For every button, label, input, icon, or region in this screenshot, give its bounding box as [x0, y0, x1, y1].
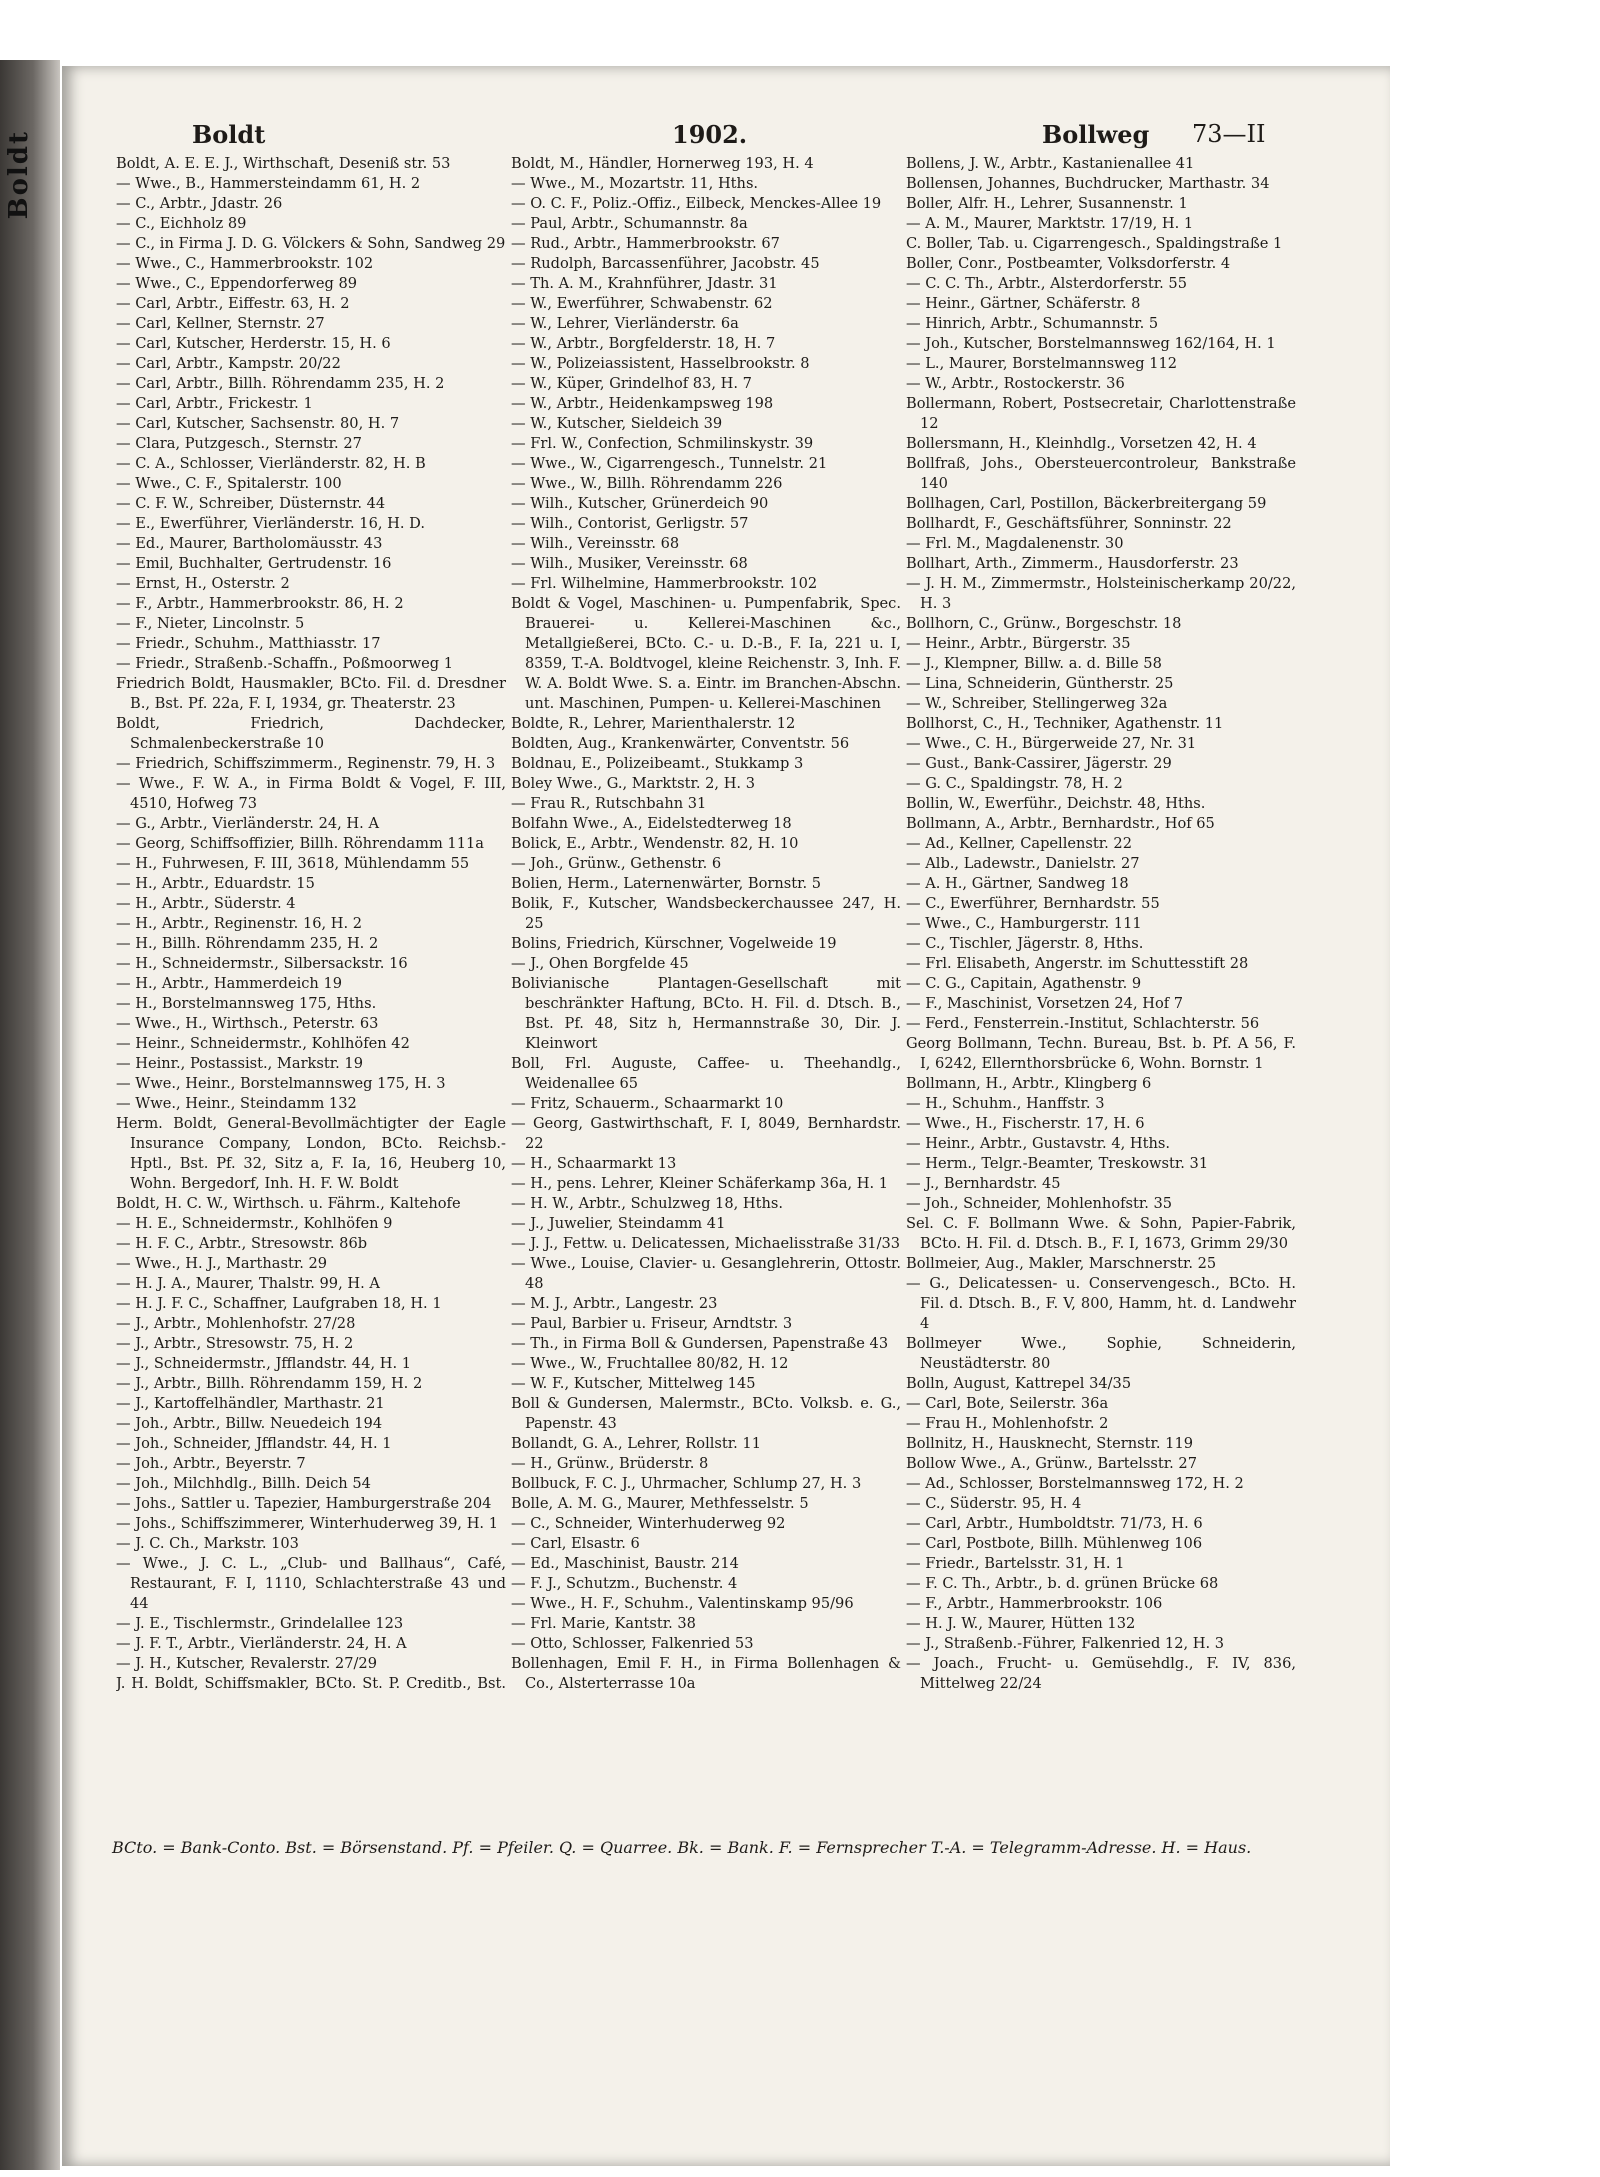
directory-entry: Boller, Conr., Postbeamter, Volksdorferstr. 4 [906, 255, 1231, 272]
directory-entry: Bollandt, G. A., Lehrer, Rollstr. 11 [511, 1435, 761, 1452]
directory-entry: Boller, Alfr. H., Lehrer, Susannenstr. 1 [906, 195, 1188, 212]
directory-entry: Bolien, Herm., Laternenwärter, Bornstr. 5 [511, 875, 822, 892]
directory-entry: Bollin, W., Ewerführ., Deichstr. 48, Hths. [906, 795, 1206, 812]
directory-entry: — Joh., Schneider, Mohlenhofstr. 35 [906, 1195, 1173, 1212]
directory-entry: — Wwe., Heinr., Steindamm 132 [116, 1095, 357, 1112]
directory-entry: — Carl, Postbote, Billh. Mühlenweg 106 [906, 1535, 1203, 1552]
directory-entry: — Joh., Arbtr., Beyerstr. 7 [116, 1455, 306, 1472]
directory-entry: J. H. Boldt, Schiffsmakler, BCto. St. P. Creditb., Bst. [116, 1675, 506, 1692]
directory-entry: Bollmeyer Wwe., Sophie, Schneiderin, Neustädterstr. 80 [906, 1335, 1296, 1372]
directory-entry: — F., Nieter, Lincolnstr. 5 [116, 615, 305, 632]
directory-entry: Bollhagen, Carl, Postillon, Bäckerbreitergang 59 [906, 495, 1267, 512]
directory-entry: — G., Delicatessen- u. Conservengesch., BCto. H. Fil. d. Dtsch. B., F. V, 800, Hamm, ht. d. Landwehr 4 [906, 1275, 1296, 1332]
directory-entry: Bolln, August, Kattrepel 34/35 [906, 1375, 1132, 1392]
directory-entry: — Rud., Arbtr., Hammerbrookstr. 67 [511, 235, 780, 252]
directory-entry: — Wwe., W., Fruchtallee 80/82, H. 12 [511, 1355, 789, 1372]
directory-entry: — Wwe., W., Billh. Röhrendamm 226 [511, 475, 783, 492]
directory-entry: — C., Ewerführer, Bernhardstr. 55 [906, 895, 1160, 912]
abbreviation-legend: BCto. = Bank-Conto. Bst. = Börsenstand. Pf. = Pfeiler. Q. = Quarree. Bk. = Bank. F. = Fernsprecher T.-A. = Telegramm-Adresse. H. = Haus. [112, 1838, 1252, 1857]
directory-entry: Boldt, A. E. E. J., Wirthschaft, Deseniß str. 53 [116, 155, 451, 172]
directory-entry: — H., Schuhm., Hanffstr. 3 [906, 1095, 1105, 1112]
directory-entry: — Ernst, H., Osterstr. 2 [116, 575, 290, 592]
directory-entry: — Clara, Putzgesch., Sternstr. 27 [116, 435, 362, 452]
directory-entry: — J., Juwelier, Steindamm 41 [511, 1215, 726, 1232]
directory-entry: Bolins, Friedrich, Kürschner, Vogelweide 19 [511, 935, 837, 952]
directory-entry: — Wwe., J. C. L., „Club- und Ballhaus“, Café, Restaurant, F. I, 1110, Schlachterstraße 43 und 44 [116, 1555, 506, 1612]
directory-entry: — H. W., Arbtr., Schulzweg 18, Hths. [511, 1195, 784, 1212]
spine-label: Boldt [4, 130, 34, 220]
directory-entry: — C., Eichholz 89 [116, 215, 247, 232]
directory-entry: — J., Ohen Borgfelde 45 [511, 955, 689, 972]
directory-entry: — Wwe., C., Hammerbrookstr. 102 [116, 255, 374, 272]
directory-entry: — H. J. A., Maurer, Thalstr. 99, H. A [116, 1275, 380, 1292]
header-left-keyword: Boldt [192, 120, 266, 149]
directory-entry: — J. C. Ch., Markstr. 103 [116, 1535, 299, 1552]
directory-entry: — J. J., Fettw. u. Delicatessen, Michaelisstraße 31/33 [511, 1235, 901, 1252]
directory-entry: — A. H., Gärtner, Sandweg 18 [906, 875, 1129, 892]
directory-entry: — Carl, Kutscher, Sachsenstr. 80, H. 7 [116, 415, 400, 432]
directory-entry: — Johs., Sattler u. Tapezier, Hamburgerstraße 204 [116, 1495, 492, 1512]
directory-entry: — H., Arbtr., Reginenstr. 16, H. 2 [116, 915, 363, 932]
directory-entry: — Johs., Schiffszimmerer, Winterhuderweg 39, H. 1 [116, 1515, 498, 1532]
directory-entry: — Wwe., W., Cigarrengesch., Tunnelstr. 21 [511, 455, 828, 472]
directory-entry: — W., Arbtr., Rostockerstr. 36 [906, 375, 1125, 392]
directory-entry: — Carl, Arbtr., Humboldtstr. 71/73, H. 6 [906, 1515, 1203, 1532]
directory-entry: — Joh., Schneider, Jfflandstr. 44, H. 1 [116, 1435, 392, 1452]
directory-entry: — J., Schneidermstr., Jfflandstr. 44, H. 1 [116, 1355, 412, 1372]
directory-entry: Bolle, A. M. G., Maurer, Methfesselstr. 5 [511, 1495, 809, 1512]
directory-entry: — Carl, Arbtr., Eiffestr. 63, H. 2 [116, 295, 350, 312]
directory-entry: — H. E., Schneidermstr., Kohlhöfen 9 [116, 1215, 393, 1232]
directory-entry: Bollersmann, H., Kleinhdlg., Vorsetzen 42, H. 4 [906, 435, 1257, 452]
directory-entry: Bollhardt, F., Geschäftsführer, Sonninstr. 22 [906, 515, 1232, 532]
directory-entry: Bollhorn, C., Grünw., Borgeschstr. 18 [906, 615, 1182, 632]
directory-entry: — W., Polizeiassistent, Hasselbrookstr. 8 [511, 355, 810, 372]
directory-entry: — H., Grünw., Brüderstr. 8 [511, 1455, 709, 1472]
directory-entry: — Carl, Arbtr., Billh. Röhrendamm 235, H. 2 [116, 375, 445, 392]
directory-entry: — J., Straßenb.-Führer, Falkenried 12, H. 3 [906, 1635, 1225, 1652]
directory-entry: — Carl, Arbtr., Frickestr. 1 [116, 395, 313, 412]
directory-entry: — H., Arbtr., Hammerdeich 19 [116, 975, 343, 992]
directory-entry: Boldt, H. C. W., Wirthsch. u. Fährm., Kaltehofe [116, 1195, 461, 1212]
directory-entry: — J. H., Kutscher, Revalerstr. 27/29 [116, 1655, 377, 1672]
directory-entry: — F., Maschinist, Vorsetzen 24, Hof 7 [906, 995, 1184, 1012]
directory-entry: — Wwe., C. F., Spitalerstr. 100 [116, 475, 342, 492]
directory-entry: — J. F. T., Arbtr., Vierländerstr. 24, H. A [116, 1635, 407, 1652]
directory-entry: Boll, Frl. Auguste, Caffee- u. Theehandlg., Weidenallee 65 [511, 1055, 901, 1092]
directory-entry: — Heinr., Schneidermstr., Kohlhöfen 42 [116, 1035, 410, 1052]
directory-entry: — Carl, Bote, Seilerstr. 36a [906, 1395, 1109, 1412]
header-page-number: 73—II [1192, 120, 1266, 148]
directory-entry: Georg Bollmann, Techn. Bureau, Bst. b. Pf. A 56, F. I, 6242, Ellernthorsbrücke 6, Wohn. Bornstr. 1 [906, 1035, 1296, 1072]
directory-entry: — Lina, Schneiderin, Güntherstr. 25 [906, 675, 1174, 692]
directory-entry: Sel. C. F. Bollmann Wwe. & Sohn, Papier-Fabrik, BCto. H. Fil. d. Dtsch. B., F. I, 1673, Grimm 29/30 [906, 1215, 1296, 1252]
directory-entry: — H., Arbtr., Süderstr. 4 [116, 895, 296, 912]
header-year: 1902. [672, 120, 748, 149]
directory-entry: — Joh., Milchhdlg., Billh. Deich 54 [116, 1475, 371, 1492]
directory-entry: — Wilh., Musiker, Vereinsstr. 68 [511, 555, 748, 572]
directory-entry: — Frau H., Mohlenhofstr. 2 [906, 1415, 1109, 1432]
directory-entry: — Joh., Kutscher, Borstelmannsweg 162/164, H. 1 [906, 335, 1276, 352]
directory-entry: — Carl, Elsastr. 6 [511, 1535, 640, 1552]
directory-entry: — H., Schneidermstr., Silbersackstr. 16 [116, 955, 408, 972]
directory-entry: Bollbuck, F. C. J., Uhrmacher, Schlump 27, H. 3 [511, 1475, 862, 1492]
directory-entry: — H., Schaarmarkt 13 [511, 1155, 677, 1172]
directory-entry: — Carl, Kutscher, Herderstr. 15, H. 6 [116, 335, 391, 352]
directory-entry: — Friedr., Straßenb.-Schaffn., Poßmoorweg 1 [116, 655, 454, 672]
directory-entry: — Frau R., Rutschbahn 31 [511, 795, 707, 812]
directory-entry: Boldten, Aug., Krankenwärter, Conventstr. 56 [511, 735, 850, 752]
directory-entry: Bolik, F., Kutscher, Wandsbeckerchaussee 247, H. 25 [511, 895, 901, 932]
directory-entry: — H., Borstelmannsweg 175, Hths. [116, 995, 377, 1012]
directory-entry: Boldnau, E., Polizeibeamt., Stukkamp 3 [511, 755, 804, 772]
directory-entry: — E., Ewerführer, Vierländerstr. 16, H. D. [116, 515, 425, 532]
directory-entry: — Heinr., Arbtr., Gustavstr. 4, Hths. [906, 1135, 1171, 1152]
directory-entry: Bollenhagen, Emil F. H., in Firma Bollenhagen & Co., Alsterterrasse 10a [511, 1655, 901, 1692]
directory-entry: — J., Arbtr., Billh. Röhrendamm 159, H. 2 [116, 1375, 423, 1392]
directory-entry: — J. H. M., Zimmermstr., Holsteinischerkamp 20/22, H. 3 [906, 575, 1296, 612]
directory-entry: — H., Billh. Röhrendamm 235, H. 2 [116, 935, 379, 952]
directory-entry: — C. C. Th., Arbtr., Alsterdorferstr. 55 [906, 275, 1188, 292]
directory-entry: Herm. Boldt, General-Bevollmächtigter der Eagle Insurance Company, London, BCto. Reichsb.-Hptl., Bst. Pf. 32, Sitz a, F. Ia, 16, Heuberg 10, Wohn. Bergedorf, Inh. H. F. W. Boldt [116, 1115, 506, 1192]
directory-entry: Bolfahn Wwe., A., Eidelstedterweg 18 [511, 815, 792, 832]
directory-entry: — H., Fuhrwesen, F. III, 3618, Mühlendamm 55 [116, 855, 470, 872]
directory-entry: Bollens, J. W., Arbtr., Kastanienallee 41 [906, 155, 1195, 172]
directory-entry: — W., Schreiber, Stellingerweg 32a [906, 695, 1168, 712]
directory-entry: — Heinr., Postassist., Markstr. 19 [116, 1055, 363, 1072]
directory-entry: Boldt & Vogel, Maschinen- u. Pumpenfabrik, Spec. Brauerei- u. Kellerei-Maschinen &c., Metallgießerei, BCto. C.- u. D.-B., F. Ia, 221 u. I, 8359, T.-A. Boldtvogel, kleine Reichenstr. 3, Inh. F. W. A. Boldt Wwe. S. a. Eintr. im Branchen-Abschn. unt. Maschinen, Pumpen- u. Kellerei-Maschinen [511, 595, 901, 712]
directory-entry: — Wilh., Contorist, Gerligstr. 57 [511, 515, 749, 532]
directory-entry: — Frl. Elisabeth, Angerstr. im Schuttesstift 28 [906, 955, 1249, 972]
directory-entry: — W., Ewerführer, Schwabenstr. 62 [511, 295, 773, 312]
directory-entry: — W., Arbtr., Heidenkampsweg 198 [511, 395, 774, 412]
directory-entry: Bollmann, A., Arbtr., Bernhardstr., Hof 65 [906, 815, 1215, 832]
directory-entry: — Paul, Arbtr., Schumannstr. 8a [511, 215, 748, 232]
directory-entry: — Emil, Buchhalter, Gertrudenstr. 16 [116, 555, 392, 572]
directory-entry: — Frl. Marie, Kantstr. 38 [511, 1615, 696, 1632]
directory-entry: — Joh., Arbtr., Billw. Neuedeich 194 [116, 1415, 383, 1432]
directory-entry: — J., Arbtr., Stresowstr. 75, H. 2 [116, 1335, 354, 1352]
directory-entry: Boll & Gundersen, Malermstr., BCto. Volksb. e. G., Papenstr. 43 [511, 1395, 901, 1432]
directory-entry: C. Boller, Tab. u. Cigarrengesch., Spaldingstraße 1 [906, 235, 1283, 252]
directory-entry: Bolick, E., Arbtr., Wendenstr. 82, H. 10 [511, 835, 799, 852]
directory-entry: — F. J., Schutzm., Buchenstr. 4 [511, 1575, 738, 1592]
directory-entry: — Friedrich, Schiffszimmerm., Reginenstr. 79, H. 3 [116, 755, 496, 772]
directory-entry: — M. J., Arbtr., Langestr. 23 [511, 1295, 718, 1312]
directory-entry: — W., Arbtr., Borgfelderstr. 18, H. 7 [511, 335, 776, 352]
directory-entry: — H., Arbtr., Eduardstr. 15 [116, 875, 315, 892]
directory-entry: — Ed., Maurer, Bartholomäusstr. 43 [116, 535, 383, 552]
directory-entry: Boldte, R., Lehrer, Marienthalerstr. 12 [511, 715, 796, 732]
directory-entry: Bollow Wwe., A., Grünw., Bartelsstr. 27 [906, 1455, 1198, 1472]
directory-entry: — Ad., Schlosser, Borstelmannsweg 172, H. 2 [906, 1475, 1244, 1492]
directory-entry: — H. F. C., Arbtr., Stresowstr. 86b [116, 1235, 368, 1252]
book-binding [0, 60, 60, 2170]
directory-column-3 [906, 154, 1296, 1694]
directory-entry: — C. F. W., Schreiber, Düsternstr. 44 [116, 495, 386, 512]
directory-entry: — Rudolph, Barcassenführer, Jacobstr. 45 [511, 255, 820, 272]
directory-entry: — F., Arbtr., Hammerbrookstr. 106 [906, 1595, 1163, 1612]
directory-entry: — Th. A. M., Krahnführer, Jdastr. 31 [511, 275, 778, 292]
directory-entry: — Gust., Bank-Cassirer, Jägerstr. 29 [906, 755, 1172, 772]
directory-entry: Boldt, M., Händler, Hornerweg 193, H. 4 [511, 155, 814, 172]
directory-entry: — C., Tischler, Jägerstr. 8, Hths. [906, 935, 1144, 952]
directory-entry: Bollensen, Johannes, Buchdrucker, Marthastr. 34 [906, 175, 1270, 192]
directory-entry: — Wwe., B., Hammersteindamm 61, H. 2 [116, 175, 421, 192]
directory-entry: — Alb., Ladewstr., Danielstr. 27 [906, 855, 1140, 872]
directory-entry: — Wwe., C., Eppendorferweg 89 [116, 275, 358, 292]
directory-entry: — Georg, Gastwirthschaft, F. I, 8049, Bernhardstr. 22 [511, 1115, 901, 1152]
directory-entry: — Wwe., Heinr., Borstelmannsweg 175, H. 3 [116, 1075, 446, 1092]
directory-entry: — O. C. F., Poliz.-Offiz., Eilbeck, Menckes-Allee 19 [511, 195, 882, 212]
directory-entry: Bollermann, Robert, Postsecretair, Charlottenstraße 12 [906, 395, 1296, 432]
directory-entry: — Carl, Kellner, Sternstr. 27 [116, 315, 325, 332]
directory-entry: — C., in Firma J. D. G. Völckers & Sohn, Sandweg 29 [116, 235, 506, 252]
directory-entry: — W., Kutscher, Sieldeich 39 [511, 415, 723, 432]
directory-entry: — Ferd., Fensterrein.-Institut, Schlachterstr. 56 [906, 1015, 1260, 1032]
directory-entry: Bollhart, Arth., Zimmerm., Hausdorferstr. 23 [906, 555, 1239, 572]
directory-entry: — Ed., Maschinist, Baustr. 214 [511, 1555, 739, 1572]
directory-entry: Bolivianische Plantagen-Gesellschaft mit beschränkter Haftung, BCto. H. Fil. d. Dtsch. B., Bst. Pf. 48, Sitz h, Hermannstraße 30, Dir. J. Kleinwort [511, 975, 901, 1052]
directory-entry: Boldt, Friedrich, Dachdecker, Schmalenbeckerstraße 10 [116, 715, 506, 752]
directory-entry: — Wwe., H. F., Schuhm., Valentinskamp 95/96 [511, 1595, 854, 1612]
directory-column-1 [116, 154, 506, 1694]
directory-entry: — Frl. W., Confection, Schmilinskystr. 39 [511, 435, 814, 452]
directory-entry: — J., Arbtr., Mohlenhofstr. 27/28 [116, 1315, 356, 1332]
directory-entry: — Th., in Firma Boll & Gundersen, Papenstraße 43 [511, 1335, 889, 1352]
directory-entry: — Wwe., M., Mozartstr. 11, Hths. [511, 175, 759, 192]
directory-entry: — W. F., Kutscher, Mittelweg 145 [511, 1375, 756, 1392]
header-right-keyword: Bollweg [1042, 120, 1150, 149]
directory-entry: — C. G., Capitain, Agathenstr. 9 [906, 975, 1142, 992]
directory-entry: Bollmeier, Aug., Makler, Marschnerstr. 25 [906, 1255, 1217, 1272]
directory-entry: — Wwe., C., Hamburgerstr. 111 [906, 915, 1142, 932]
directory-entry: — Wwe., H., Wirthsch., Peterstr. 63 [116, 1015, 379, 1032]
directory-entry: — L., Maurer, Borstelmannsweg 112 [906, 355, 1178, 372]
directory-entry: — Heinr., Arbtr., Bürgerstr. 35 [906, 635, 1131, 652]
directory-entry: — H. J. W., Maurer, Hütten 132 [906, 1615, 1136, 1632]
directory-entry: — Fritz, Schauerm., Schaarmarkt 10 [511, 1095, 784, 1112]
directory-entry: — J., Klempner, Billw. a. d. Bille 58 [906, 655, 1162, 672]
directory-entry: Friedrich Boldt, Hausmakler, BCto. Fil. d. Dresdner B., Bst. Pf. 22a, F. I, 1934, gr. Theaterstr. 23 [116, 675, 506, 712]
directory-column-2 [511, 154, 901, 1694]
directory-entry: — C., Süderstr. 95, H. 4 [906, 1495, 1082, 1512]
directory-entry: — G., Arbtr., Vierländerstr. 24, H. A [116, 815, 379, 832]
directory-entry: — Friedr., Bartelsstr. 31, H. 1 [906, 1555, 1125, 1572]
directory-entry: — C., Schneider, Winterhuderweg 92 [511, 1515, 786, 1532]
directory-entry: — J. E., Tischlermstr., Grindelallee 123 [116, 1615, 404, 1632]
directory-entry: — Wilh., Kutscher, Grünerdeich 90 [511, 495, 769, 512]
directory-entry: — Ad., Kellner, Capellenstr. 22 [906, 835, 1132, 852]
directory-entry: — W., Lehrer, Vierländerstr. 6a [511, 315, 739, 332]
directory-entry: — Wwe., H. J., Marthastr. 29 [116, 1255, 328, 1272]
directory-entry: — J., Kartoffelhändler, Marthastr. 21 [116, 1395, 385, 1412]
directory-entry: — C., Arbtr., Jdastr. 26 [116, 195, 283, 212]
directory-entry: — C. A., Schlosser, Vierländerstr. 82, H. B [116, 455, 426, 472]
directory-entry: — Georg, Schiffsoffizier, Billh. Röhrendamm 111a [116, 835, 484, 852]
directory-entry: — Frl. M., Magdalenenstr. 30 [906, 535, 1124, 552]
directory-entry: — Paul, Barbier u. Friseur, Arndtstr. 3 [511, 1315, 793, 1332]
directory-entry: — H., pens. Lehrer, Kleiner Schäferkamp 36a, H. 1 [511, 1175, 889, 1192]
directory-entry: Boley Wwe., G., Marktstr. 2, H. 3 [511, 775, 755, 792]
directory-entry: Bollmann, H., Arbtr., Klingberg 6 [906, 1075, 1152, 1092]
directory-entry: — Otto, Schlosser, Falkenried 53 [511, 1635, 754, 1652]
directory-entry: — Frl. Wilhelmine, Hammerbrookstr. 102 [511, 575, 818, 592]
directory-entry: — Carl, Arbtr., Kampstr. 20/22 [116, 355, 341, 372]
directory-entry: — Herm., Telgr.-Beamter, Treskowstr. 31 [906, 1155, 1209, 1172]
directory-entry: — F. C. Th., Arbtr., b. d. grünen Brücke 68 [906, 1575, 1219, 1592]
directory-entry: — Wwe., Louise, Clavier- u. Gesanglehrerin, Ottostr. 48 [511, 1255, 901, 1292]
directory-entry: — Wilh., Vereinsstr. 68 [511, 535, 680, 552]
directory-entry: — Joh., Grünw., Gethenstr. 6 [511, 855, 722, 872]
directory-entry: Bollfraß, Johs., Obersteuercontroleur, Bankstraße 140 [906, 455, 1296, 492]
directory-entry: — Wwe., C. H., Bürgerweide 27, Nr. 31 [906, 735, 1197, 752]
directory-entry: Bollhorst, C., H., Techniker, Agathenstr. 11 [906, 715, 1224, 732]
directory-entry: — A. M., Maurer, Marktstr. 17/19, H. 1 [906, 215, 1194, 232]
directory-entry: — Wwe., F. W. A., in Firma Boldt & Vogel, F. III, 4510, Hofweg 73 [116, 775, 506, 812]
directory-entry: — G. C., Spaldingstr. 78, H. 2 [906, 775, 1123, 792]
directory-entry: — J., Bernhardstr. 45 [906, 1175, 1061, 1192]
directory-entry: — H. J. F. C., Schaffner, Laufgraben 18, H. 1 [116, 1295, 442, 1312]
directory-entry: — Friedr., Schuhm., Matthiasstr. 17 [116, 635, 381, 652]
directory-entry: Bollnitz, H., Hausknecht, Sternstr. 119 [906, 1435, 1194, 1452]
directory-entry: — Joach., Frucht- u. Gemüsehdlg., F. IV, 836, Mittelweg 22/24 [906, 1655, 1296, 1692]
directory-entry: — Wwe., H., Fischerstr. 17, H. 6 [906, 1115, 1145, 1132]
directory-entry: — Heinr., Gärtner, Schäferstr. 8 [906, 295, 1141, 312]
directory-entry: — W., Küper, Grindelhof 83, H. 7 [511, 375, 752, 392]
directory-entry: — Hinrich, Arbtr., Schumannstr. 5 [906, 315, 1159, 332]
directory-entry: — F., Arbtr., Hammerbrookstr. 86, H. 2 [116, 595, 404, 612]
